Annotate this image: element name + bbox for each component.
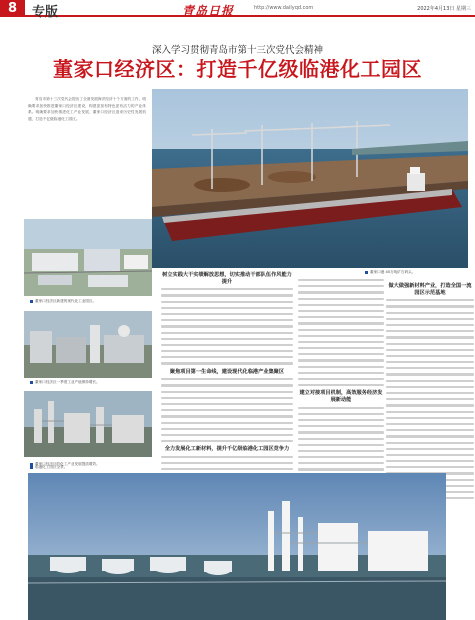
body-text-block [298, 279, 384, 386]
port-caption-text: 董家口港 40万吨矿石码头。 [370, 270, 416, 274]
subhead-4: 全力发展化工新材料，提升千亿级临港化工园区竞争力 [164, 446, 290, 453]
subhead-6: 做大做强新材料产业，打造全国一流园区示范基地 [388, 283, 472, 296]
chemical-facility-photo [24, 391, 152, 457]
left1-caption-text: 董家口经济区新建的现代化工业园区。 [35, 299, 97, 303]
body-text-block [386, 299, 474, 499]
page-number: 8 [0, 0, 25, 17]
industrial-park-photo [24, 219, 152, 296]
industrial-park-caption [30, 299, 154, 304]
production-plant-photo [24, 311, 152, 378]
article-kicker: 深入学习贯彻青岛市第十三次党代会精神 [151, 45, 323, 56]
subhead-3: 建立对接项目机制，高效服务经济发展新动能 [299, 390, 383, 403]
port-photo-caption [365, 270, 415, 275]
subhead-1: 树立实践大干实绩解放思想，切实推动干部队伍作风能力提升 [162, 272, 292, 285]
caption-marker-icon [30, 466, 33, 469]
caption-marker-icon [30, 300, 33, 303]
body-text-block [161, 288, 293, 364]
left2-caption-text: 董家口经济区一季度工业产值保持增长。 [35, 380, 100, 384]
section-name: 专版 [32, 5, 59, 20]
production-plant-caption [30, 380, 154, 385]
bottom-caption-text: 临港化工园区全景。 [35, 465, 68, 469]
body-text-block [161, 378, 293, 442]
subhead-2: 聚焦项目第一生命线，建设现代化临港产业集聚区 [169, 368, 285, 375]
issue-date: 2022年4月13日 星期三 [417, 6, 471, 12]
left3-caption-text: 董家口经济区的化工产业发展提质增效。 [35, 462, 100, 466]
newspaper-logo: 青岛日报 [182, 4, 235, 18]
article-lede: 青岛市第十三次党代会提出了全面发展海洋经济十个方面的工作，明确要求加快推进董家口经济区建设，构建更加有特色更有活力的产业体系。明确要求加快推进化工产业发展，董家口经济区迎来历史性发展机遇，打造千亿级临港化工园区。 [28, 97, 146, 121]
caption-marker-icon [30, 381, 33, 384]
chemical-park-panorama-photo [28, 473, 446, 620]
bottom-photo-caption [30, 465, 67, 470]
body-text-block [298, 407, 384, 471]
caption-marker-icon [365, 271, 368, 274]
article-headline: 董家口经济区：打造千亿级临港化工园区 [53, 57, 422, 81]
port-photo [152, 89, 468, 268]
newspaper-url: http://www.dailyqd.com [254, 5, 314, 11]
masthead [0, 0, 475, 20]
